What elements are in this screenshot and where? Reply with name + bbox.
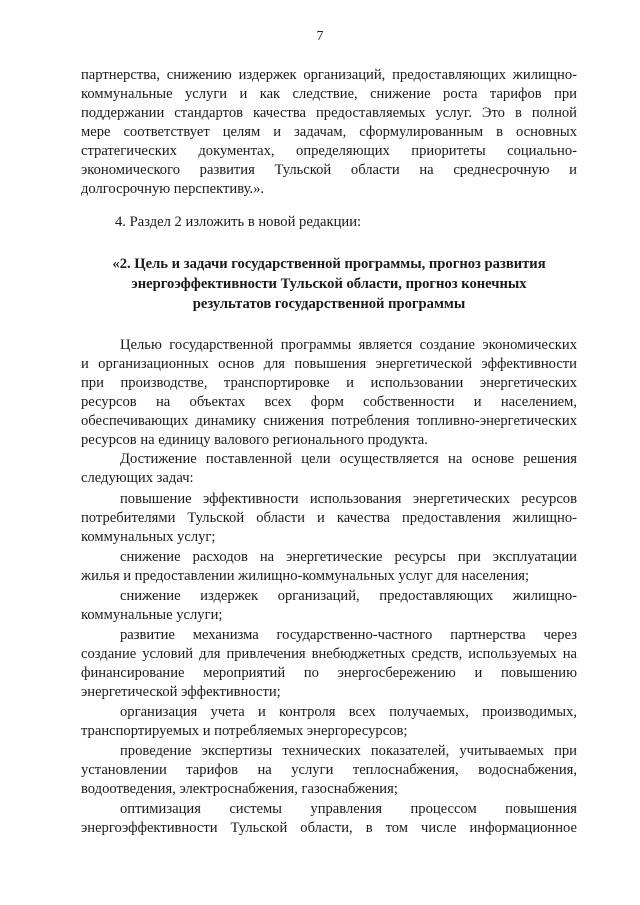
- text-line: и организационных основ для повышения энергетической эффективности: [81, 356, 577, 372]
- list-item-line: создание условий для привлечения внебюджетных средств, используемых на: [81, 646, 577, 662]
- list-item-line: потребителями Тульской области и качества предоставления жилищно-: [81, 510, 577, 526]
- list-item-line: проведение экспертизы технических показателей, учитываемых при: [120, 743, 577, 759]
- list-item-line: жилья и предоставлении жилищно-коммунальных услуг для населения;: [81, 568, 530, 584]
- section-heading-line: результатов государственной программы: [192, 296, 466, 312]
- text-line: при производстве, транспортировке и использовании энергетических: [81, 375, 577, 391]
- text-line: долгосрочную перспективу.».: [81, 181, 265, 197]
- text-line: следующих задач:: [81, 470, 194, 486]
- text-line: 4. Раздел 2 изложить в новой редакции:: [115, 214, 362, 230]
- list-item-line: финансирование мероприятий по энергосбережению и повышению: [81, 665, 577, 681]
- list-item-line: снижение издержек организаций, предоставляющих жилищно-: [120, 588, 577, 604]
- text-line: стратегических документах, определяющих приоритеты социально-: [81, 143, 577, 159]
- list-item-line: развитие механизма государственно-частного партнерства через: [120, 627, 577, 643]
- text-line: Целью государственной программы является создание экономических: [120, 337, 577, 353]
- list-item-line: энергоэффективности Тульской области, в том числе информационное: [81, 820, 577, 836]
- text-line: ресурсов на единицу валового регионального продукта.: [81, 432, 428, 448]
- list-item-line: установлении тарифов на услуги теплоснабжения, водоснабжения,: [81, 762, 577, 778]
- text-line: партнерства, снижению издержек организаций, предоставляющих жилищно-: [81, 67, 577, 83]
- list-item-line: организация учета и контроля всех получаемых, производимых,: [120, 704, 577, 720]
- text-line: коммунальные услуги и как следствие, снижение роста тарифов при: [81, 86, 577, 102]
- page-number: 7: [316, 29, 324, 44]
- list-item-line: снижение расходов на энергетические ресурсы при эксплуатации: [120, 549, 577, 565]
- list-item-line: коммунальных услуг;: [81, 529, 216, 545]
- section-heading-line: «2. Цель и задачи государственной программы, прогноз развития: [112, 256, 546, 272]
- text-line: поддержании стандартов качества предоставляемых услуг. Это в полной: [81, 105, 577, 121]
- text-line: ресурсов на объектах всех форм собственности и населением,: [81, 394, 577, 410]
- list-item-line: оптимизация системы управления процессом повышения: [120, 801, 577, 817]
- list-item-line: энергетической эффективности;: [81, 684, 281, 700]
- list-item-line: водоотведения, электроснабжения, газоснабжения;: [81, 781, 398, 797]
- list-item-line: повышение эффективности использования энергетических ресурсов: [120, 491, 577, 507]
- text-line: экономического развития Тульской области на среднесрочную и: [81, 162, 577, 178]
- text-line: Достижение поставленной цели осуществляется на основе решения: [120, 451, 577, 467]
- list-item-line: коммунальные услуги;: [81, 607, 223, 623]
- section-heading-line: энергоэффективности Тульской области, прогноз конечных: [131, 276, 527, 292]
- text-line: обеспечивающих динамику снижения потребления топливно-энергетических: [81, 413, 577, 429]
- text-line: мере соответствует целям и задачам, сформулированным в основных: [81, 124, 577, 140]
- list-item-line: транспортируемых и потребляемых энергоресурсов;: [81, 723, 408, 739]
